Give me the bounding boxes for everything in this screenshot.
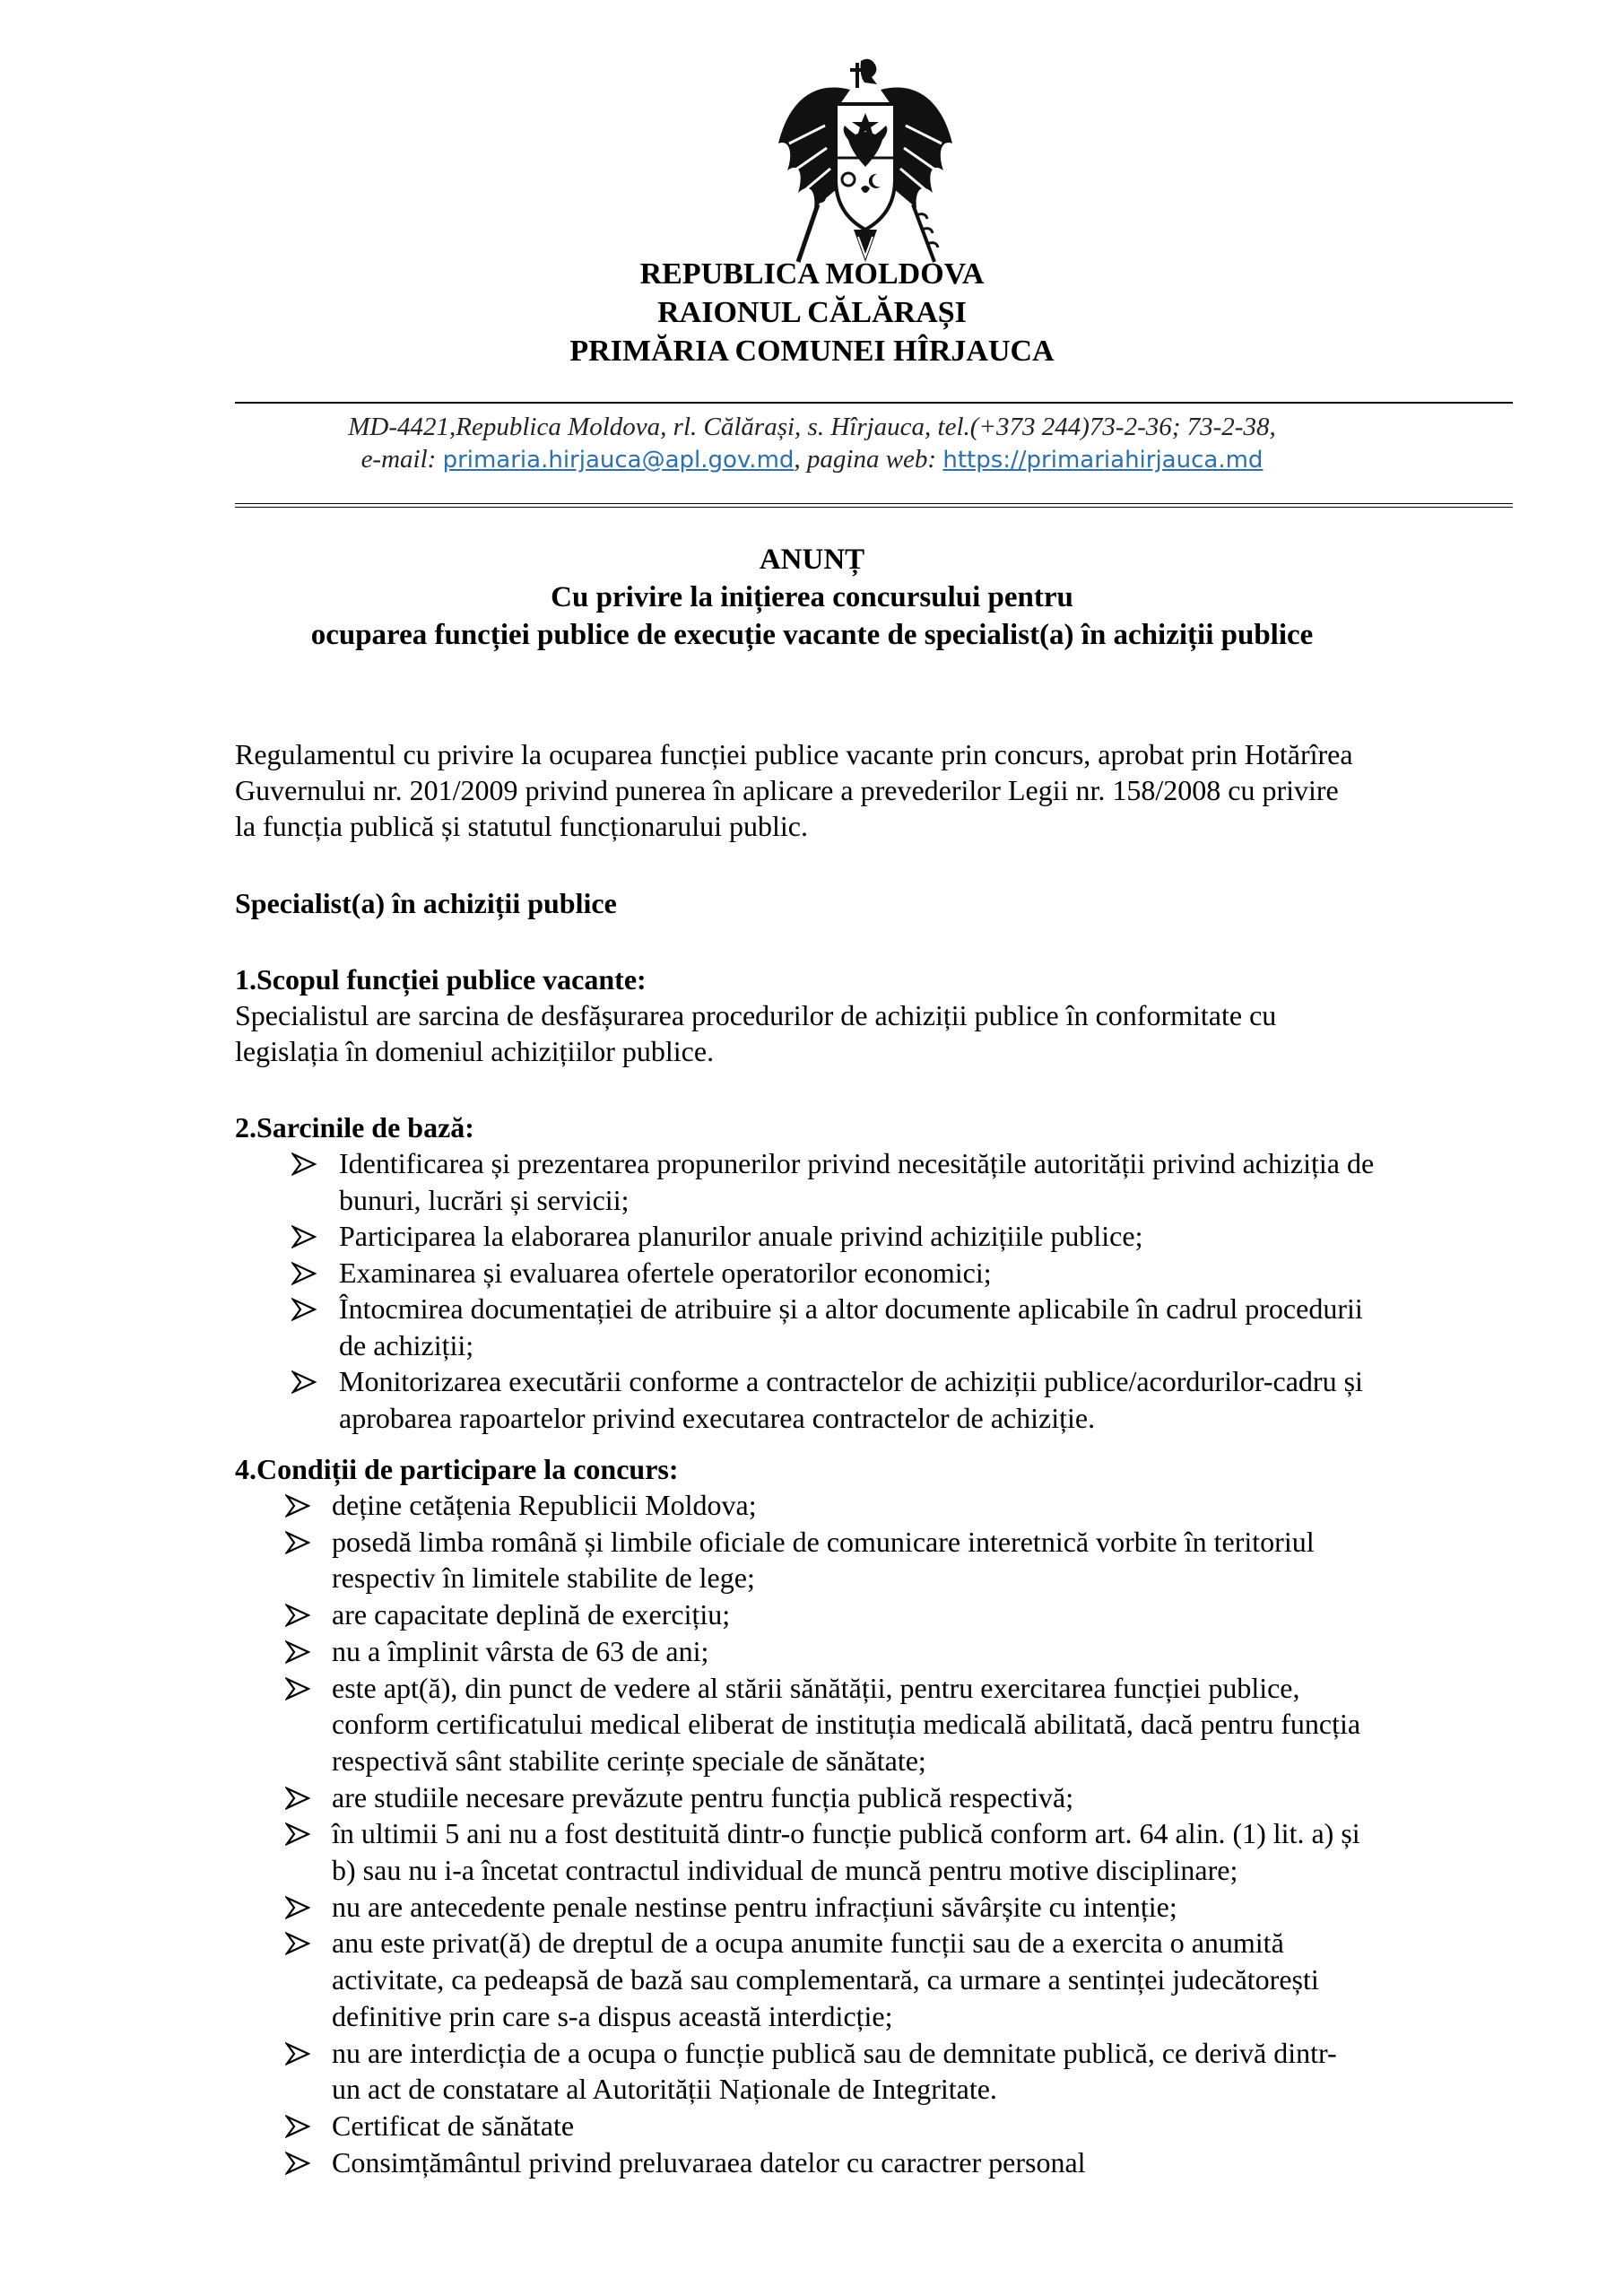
condition-item-12-line-1: Consimțământul privind preluvaraea datelor cu caractrer personal bbox=[332, 2145, 1086, 2179]
task-item-5-line-1: Monitorizarea executării conforme a contractelor de achiziții publice/acordurilor-cadru și bbox=[339, 1365, 1363, 1397]
condition-item-10-line-2: un act de constatare al Autorității Naționale de Integritate. bbox=[332, 2073, 997, 2106]
bullet-arrow-icon bbox=[285, 2042, 310, 2066]
task-item-5-line-2: aprobarea rapoartelor privind executarea contractelor de achiziție. bbox=[339, 1401, 1096, 1434]
bullet-arrow-icon bbox=[285, 1677, 310, 1700]
coat-of-arms-emblem bbox=[771, 54, 960, 274]
contact-links bbox=[0, 443, 1624, 476]
bullet-arrow-icon bbox=[291, 1370, 317, 1394]
condition-item-11-line-1: Certificat de sănătate bbox=[332, 2109, 575, 2142]
condition-item-5-line-1: este apt(ă), din punct de vedere al stării sănătății, pentru exercitarea funcției publice, bbox=[332, 1671, 1300, 1704]
bullet-arrow-icon bbox=[285, 2115, 310, 2138]
task-item-2-line-1: Participarea la elaborarea planurilor anuale privind achizițiile publice; bbox=[339, 1220, 1143, 1252]
email-link[interactable]: primaria.hirjauca@apl.gov.md bbox=[442, 447, 795, 474]
bullet-arrow-icon bbox=[291, 1152, 317, 1176]
intro-line-3: la funcția publică și statutul funcționarului public. bbox=[235, 810, 808, 842]
task-item-3-line-1: Examinarea și evaluarea ofertele operatorilor economici; bbox=[339, 1256, 992, 1289]
position-title: Specialist(a) în achiziții publice bbox=[235, 887, 617, 919]
condition-item-4-line-1: nu a împlinit vârsta de 63 de ani; bbox=[332, 1634, 709, 1667]
condition-item-2-line-2: respectiv în limitele stabilite de lege; bbox=[332, 1561, 755, 1595]
condition-item-9-line-1: anu este privat(ă) de dreptul de a ocupa anumite funcții sau de a exercita o anumită bbox=[332, 1926, 1284, 1960]
task-item-1-line-2: bunuri, lucrări și servicii; bbox=[339, 1183, 630, 1216]
condition-item-7-line-1: în ultimii 5 ani nu a fost destituită dintr-o funcție publică conform art. 64 alin. (1) lit. a) și bbox=[332, 1817, 1360, 1850]
header-divider bbox=[235, 402, 1513, 404]
task-item-1-line-1: Identificarea și prezentarea propunerilor privind necesitățile autorității privind achiziția de bbox=[339, 1147, 1375, 1179]
task-item-4-line-1: Întocmirea documentației de atribuire și a altor documente aplicabile în cadrul procedurii bbox=[339, 1292, 1363, 1325]
condition-item-9-line-3: definitive prin care s-a dispus această interdicție; bbox=[332, 1999, 893, 2032]
condition-item-2-line-1: posedă limba română și limbile oficiale de comunicare interetnică vorbite în teritoriul bbox=[332, 1525, 1315, 1558]
bullet-arrow-icon bbox=[285, 1494, 310, 1518]
section-1-heading: 1.Scopul funcției publice vacante: bbox=[235, 963, 647, 996]
section-1-line-1: Specialistul are sarcina de desfășurarea procedurilor de achiziții publice în conformitate cu bbox=[235, 999, 1277, 1031]
condition-item-8-line-1: nu are antecedente penale nestinse pentru infracțiuni săvârșite cu intenție; bbox=[332, 1890, 1177, 1923]
section-2-heading: 2.Sarcinile de bază: bbox=[235, 1111, 474, 1144]
intro-line-1: Regulamentul cu privire la ocuparea funcției publice vacante prin concurs, aprobat prin Hotărîrea bbox=[235, 738, 1353, 770]
announcement-title: ANUNȚ bbox=[759, 544, 865, 576]
condition-item-5-line-3: respectivă sânt stabilite cerințe speciale de sănătate; bbox=[332, 1744, 926, 1777]
announcement-subtitle-2: ocuparea funcției publice de execuție vacante de specialist(a) în achiziții publice bbox=[310, 619, 1314, 651]
section-1-line-2: legislația în domeniul achizițiilor publice. bbox=[235, 1035, 715, 1067]
condition-item-1-line-1: deține cetățenia Republicii Moldova; bbox=[332, 1489, 757, 1521]
condition-item-9-line-2: activitate, ca pedeapsă de bază sau complementară, ca urmare a sentinței judecătorești bbox=[332, 1963, 1319, 1996]
bullet-arrow-icon bbox=[285, 2152, 310, 2175]
bullet-arrow-icon bbox=[291, 1262, 317, 1285]
announcement-subtitle-1: Cu privire la inițierea concursului pentru bbox=[551, 581, 1073, 613]
bullet-arrow-icon bbox=[285, 1932, 310, 1955]
condition-item-7-line-2: b) sau nu i-a încetat contractul individual de muncă pentru motive disciplinare; bbox=[332, 1854, 1238, 1886]
condition-item-6-line-1: are studiile necesare prevăzute pentru funcția publică respectivă; bbox=[332, 1780, 1074, 1813]
bullet-arrow-icon bbox=[285, 1787, 310, 1810]
bullet-arrow-icon bbox=[285, 1604, 310, 1627]
intro-line-2: Guvernului nr. 201/2009 privind punerea în aplicare a prevederilor Legii nr. 158/2008 cu privire bbox=[235, 774, 1339, 806]
header-district: RAIONUL CĂLĂRAȘI bbox=[657, 296, 967, 329]
condition-item-3-line-1: are capacitate deplină de exercițiu; bbox=[332, 1598, 731, 1631]
email-label: e-mail: bbox=[360, 445, 437, 474]
header-country: REPUBLICA MOLDOVA bbox=[639, 257, 985, 291]
contact-divider-secondary bbox=[235, 507, 1513, 508]
contact-address: MD-4421,Republica Moldova, rl. Călărași, s. Hîrjauca, tel.(+373 244)73-2-36; 73-2-38, bbox=[348, 413, 1276, 441]
bullet-arrow-icon bbox=[291, 1225, 317, 1248]
bullet-arrow-icon bbox=[285, 1896, 310, 1919]
bullet-arrow-icon bbox=[285, 1822, 310, 1846]
website-link[interactable]: https://primariahirjauca.md bbox=[942, 447, 1264, 474]
header-institution: PRIMĂRIA COMUNEI HÎRJAUCA bbox=[569, 335, 1055, 368]
bullet-arrow-icon bbox=[285, 1640, 310, 1664]
bullet-arrow-icon bbox=[285, 1531, 310, 1554]
contact-divider bbox=[235, 503, 1513, 504]
condition-item-5-line-2: conform certificatului medical eliberat de instituția medicală abilitată, dacă pentru funcția bbox=[332, 1708, 1361, 1741]
section-4-heading: 4.Condiții de participare la concurs: bbox=[235, 1453, 679, 1485]
condition-item-10-line-1: nu are interdicția de a ocupa o funcție publică sau de demnitate publică, ce derivă dintr- bbox=[332, 2036, 1337, 2069]
web-label: , pagina web: bbox=[794, 445, 937, 474]
bullet-arrow-icon bbox=[291, 1298, 317, 1321]
task-item-4-line-2: de achiziții; bbox=[339, 1328, 474, 1361]
